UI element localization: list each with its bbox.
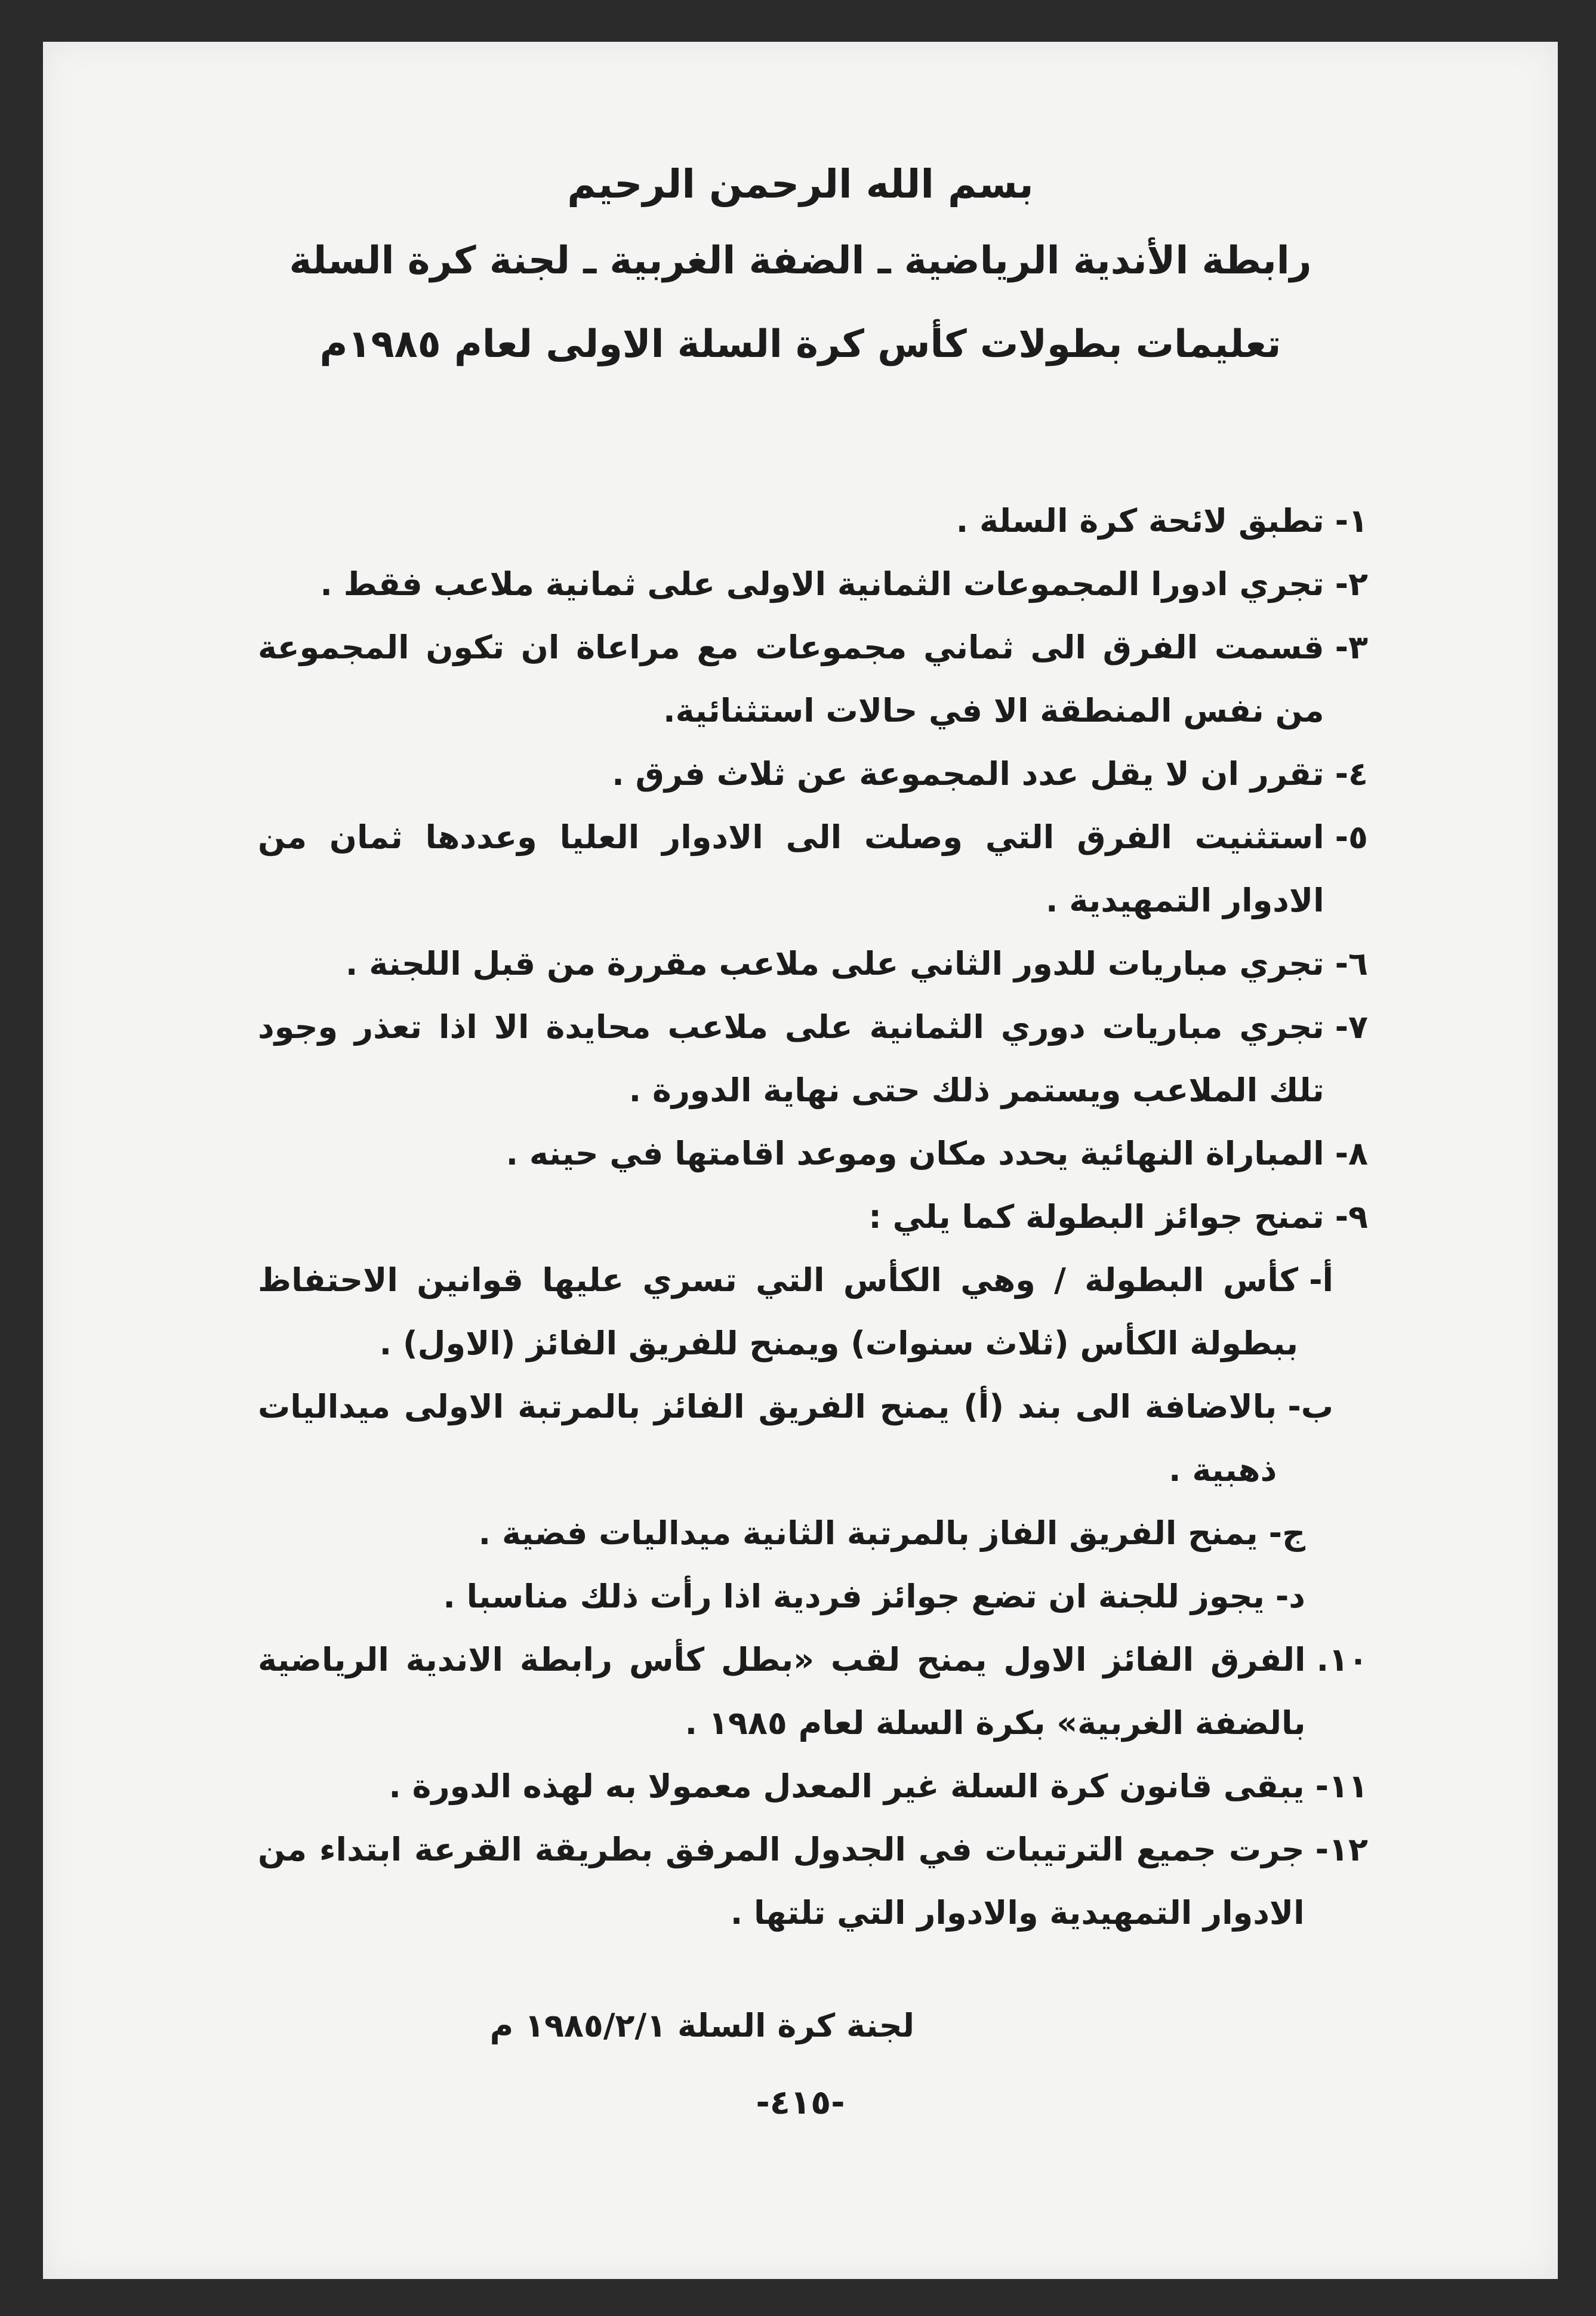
page-number: -٤١٥- xyxy=(756,2083,845,2122)
sub-item-letter: د- xyxy=(1275,1578,1305,1615)
sub-item-letter: ج- xyxy=(1268,1514,1305,1552)
list-item xyxy=(258,1628,1368,1755)
item-number: ١- xyxy=(1335,502,1368,540)
list-item xyxy=(258,1185,1368,1249)
item-number: ٣- xyxy=(1335,629,1368,666)
sub-list-item xyxy=(258,1375,1333,1502)
item-text: تطبق لائحة كرة السلة . xyxy=(956,502,1324,540)
sub-item-text: يمنح الفريق الفاز بالمرتبة الثانية ميداليات فضية . xyxy=(478,1514,1258,1552)
item-text: المباراة النهائية يحدد مكان وموعد اقامتها في حينه . xyxy=(506,1135,1324,1172)
item-text: يبقى قانون كرة السلة غير المعدل معمولا به لهذه الدورة . xyxy=(389,1767,1305,1805)
sub-item-text: كأس البطولة / وهي الكأس التي تسري عليها قوانين الاحتفاظ ببطولة الكأس (ثلاث سنوات) ويمنح للفريق الفائز (الاول) . xyxy=(258,1261,1299,1362)
item-text: جرت جميع الترتيبات في الجدول المرفق بطريقة القرعة ابتداء من الادوار التمهيدية والادوار التي تلتها . xyxy=(258,1831,1305,1932)
list-item xyxy=(258,489,1368,553)
item-text: تجري ادورا المجموعات الثمانية الاولى على ثمانية ملاعب فقط . xyxy=(320,565,1324,603)
item-text: تمنح جوائز البطولة كما يلي : xyxy=(868,1198,1324,1236)
list-item xyxy=(258,616,1368,743)
list-item xyxy=(258,1122,1368,1185)
item-text: استثنيت الفرق التي وصلت الى الادوار العليا وعددها ثمان من الادوار التمهيدية . xyxy=(258,818,1324,919)
sub-item-text: بالاضافة الى بند (أ) يمنح الفريق الفائز بالمرتبة الاولى ميداليات ذهبية . xyxy=(258,1388,1277,1489)
item-number: ٧- xyxy=(1335,1008,1368,1046)
sub-list-item xyxy=(258,1249,1333,1375)
list-item xyxy=(258,1755,1368,1818)
item-text: الفرق الفائز الاول يمنح لقب «بطل كأس رابطة الاندية الرياضية بالضفة الغربية» بكرة السلة لعام ١٩٨٥ . xyxy=(258,1641,1306,1742)
organization-heading: رابطة الأندية الرياضية ـ الضفة الغربية ـ لجنة كرة السلة xyxy=(289,239,1312,283)
item-number: ٤- xyxy=(1335,755,1368,793)
list-item xyxy=(258,932,1368,996)
item-number: ١٠. xyxy=(1316,1641,1368,1679)
list-item xyxy=(258,553,1368,616)
item-number: ١١- xyxy=(1315,1767,1368,1805)
list-item xyxy=(258,1818,1368,1945)
item-number: ٨- xyxy=(1335,1135,1368,1172)
document-content xyxy=(43,42,1558,2279)
document-page xyxy=(43,42,1558,2279)
item-number: ٩- xyxy=(1335,1198,1368,1236)
item-number: ١٢- xyxy=(1315,1831,1368,1868)
sub-item-letter: ب- xyxy=(1287,1388,1333,1425)
list-item xyxy=(258,806,1368,932)
sub-list-item xyxy=(258,1502,1305,1565)
item-text: تقرر ان لا يقل عدد المجموعة عن ثلاث فرق . xyxy=(612,755,1324,793)
list-item xyxy=(258,743,1368,806)
document-title: تعليمات بطولات كأس كرة السلة الاولى لعام ١٩٨٥م xyxy=(319,322,1281,367)
item-number: ٢- xyxy=(1335,565,1368,603)
list-item xyxy=(258,996,1368,1122)
sub-item-text: يجوز للجنة ان تضع جوائز فردية اذا رأت ذلك مناسبا . xyxy=(443,1578,1265,1615)
instructions-list xyxy=(258,489,1368,1945)
item-text: تجري مباريات للدور الثاني على ملاعب مقررة من قبل اللجنة . xyxy=(345,945,1324,983)
basmala-heading: بسم الله الرحمن الرحيم xyxy=(567,161,1034,207)
sub-item-letter: أ- xyxy=(1309,1261,1333,1299)
item-text: قسمت الفرق الى ثماني مجموعات مع مراعاة ان تكون المجموعة من نفس المنطقة الا في حالات استثنائية. xyxy=(258,629,1324,729)
sub-list-item xyxy=(258,1565,1305,1628)
item-number: ٦- xyxy=(1335,945,1368,983)
item-number: ٥- xyxy=(1335,818,1368,856)
committee-signature: لجنة كرة السلة ١٩٨٥/٢/١ م xyxy=(489,2007,914,2044)
item-text: تجري مباريات دوري الثمانية على ملاعب محايدة الا اذا تعذر وجود تلك الملاعب ويستمر ذلك حتى نهاية الدورة . xyxy=(258,1008,1324,1109)
